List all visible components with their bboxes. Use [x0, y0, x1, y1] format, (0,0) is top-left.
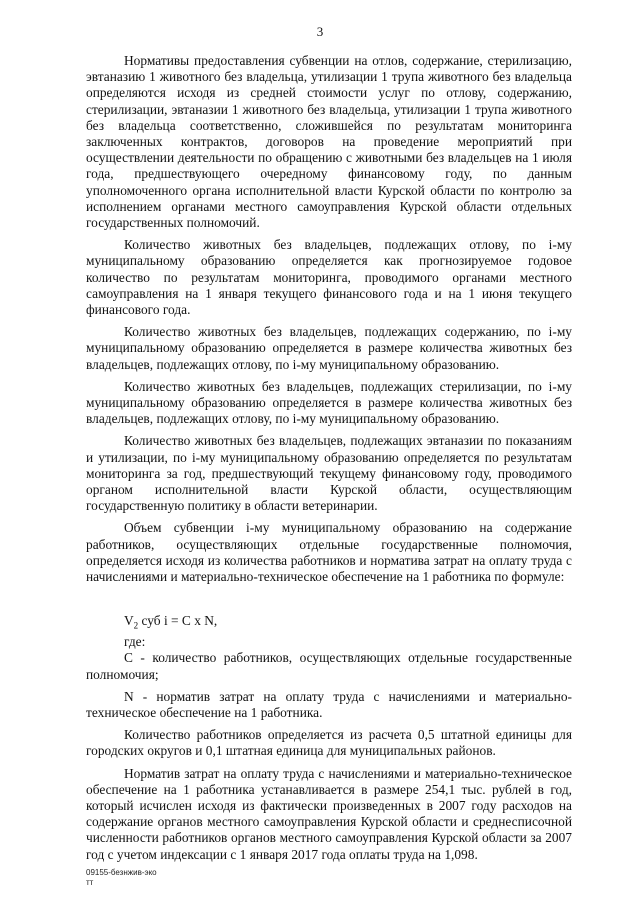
- paragraph-keeping-count: Количество животных без владельцев, подлежащих содержанию, по i-му муниципальному образованию определяется в размере количества животных без владельцев, подлежащих отлову, по i-му муниципальному образованию.: [86, 324, 572, 372]
- document-body: [86, 53, 572, 869]
- formula-rest: суб i = C x N,: [138, 613, 218, 629]
- footer-reference: [86, 868, 157, 888]
- paragraph-capture-count: Количество животных без владельцев, подлежащих отлову, по i-му муниципальному образованию определяется как прогнозируемое годовое количество по результатам мониторинга, проводимого органами местного самоуправления на 1 января текущего финансового года и на 1 июня текущего финансового года.: [86, 237, 572, 318]
- where-label: где:: [124, 634, 146, 650]
- definition-n: N - норматив затрат на оплату труда с начислениями и материально-техническое обеспечение на 1 работника.: [86, 688, 572, 720]
- paragraph-staff-count: Количество работников определяется из расчета 0,5 штатной единицы для городских округов и 0,1 штатная единица для муниципальных районов.: [86, 727, 572, 759]
- paragraph-euthanasia-count: Количество животных без владельцев, подлежащих эвтаназии по показаниям и утилизации, по i-му муниципальному образованию определяется по результатам мониторинга за год, предшествующий текущему финансовому году, проводимого органом исполнительной власти Курской области, осуществляющим государственную политику в области ветеринарии.: [86, 433, 572, 514]
- footer-line-1: 09155-безнжив-эко: [86, 868, 157, 877]
- paragraph-subvention-volume: Объем субвенции i-му муниципальному образованию на содержание работников, осуществляющих отдельные государственные полномочия, определяется исходя из количества работников и норматива затрат на оплату труда с начислениями и материально-техническое обеспечение на 1 работника по формуле:: [86, 520, 572, 585]
- formula-subscript: 2: [133, 620, 139, 631]
- page-number: 3: [316, 24, 324, 39]
- definition-c: С - количество работников, осуществляющих отдельные государственные полномочия;: [86, 650, 572, 682]
- paragraph-cost-normative: Норматив затрат на оплату труда с начислениями и материально-техническое обеспечение на 1 работника устанавливается в размере 254,1 тыс. рублей в год, который исчислен исходя из фактически произведенных в 2007 году расходов на содержание органов местного самоуправления Курской области и среднесписочной численности работников органов местного самоуправления Курской области за 2007 год с учетом индексации с 1 января 2017 года оплаты труда на 1,098.: [86, 765, 572, 862]
- formula: [86, 613, 572, 634]
- paragraph-sterilization-count: Количество животных без владельцев, подлежащих стерилизации, по i-му муниципальному образованию определяется в размере количества животных без владельцев, подлежащих отлову, по i-му муниципальному образованию.: [86, 378, 572, 427]
- footer-line-2: тт: [86, 878, 94, 887]
- paragraph-normatives: Нормативы предоставления субвенции на отлов, содержание, стерилизацию, эвтаназию 1 животного без владельца, утилизации 1 трупа животного без владельца определяются исходя из средней стоимости услуг по отлову, содержанию, стерилизации, эвтаназии 1 животного без владельца, утилизации 1 трупа животного без владельца соответственно, сложившейся по результатам мониторинга заключенных контрактов, договоров на проведение мероприятий при осуществлении деятельности по обращению с животными без владельцев на 1 июля года, предшествующего очередному финансовому году, по данным уполномоченного органа исполнительной власти Курской области по контролю за исполнением органами местного самоуправления Курской области отдельных государственных полномочий.: [86, 53, 572, 231]
- formula-v: V: [124, 613, 134, 629]
